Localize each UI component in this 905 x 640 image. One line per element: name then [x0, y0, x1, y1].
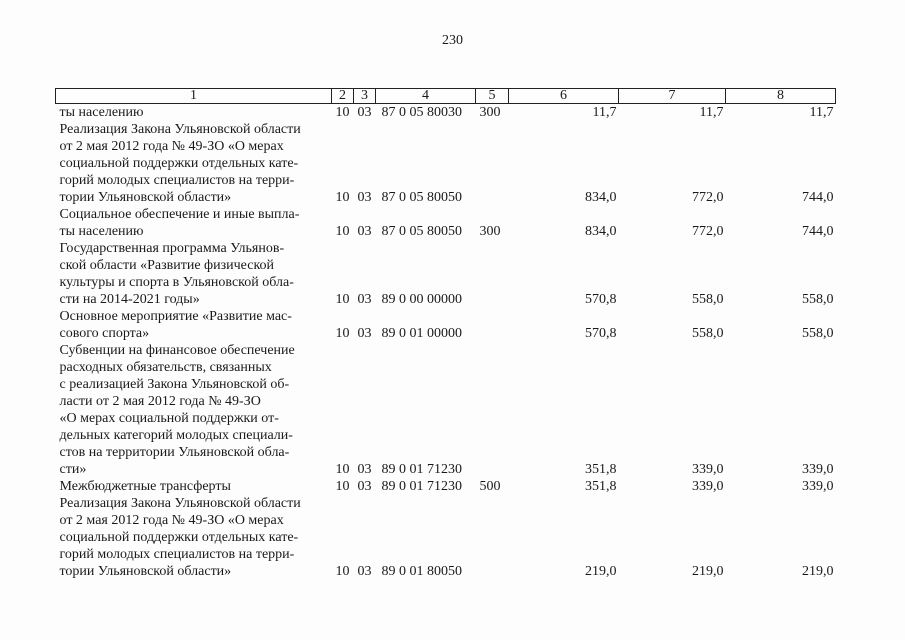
- amount-col-7: 558,0: [692, 292, 724, 307]
- amount-col-6: 351,8: [585, 479, 617, 494]
- row-description: [56, 206, 332, 240]
- amount-col-8: 744,0: [802, 224, 834, 239]
- table-header-row: [56, 89, 836, 104]
- table-row: [56, 478, 836, 495]
- description-line: сового спорта»: [59, 326, 150, 341]
- amount-col-7: 558,0: [692, 326, 724, 341]
- row-description: [56, 240, 332, 308]
- subsection-code: 03: [357, 224, 372, 239]
- row-description: [56, 478, 332, 495]
- subsection-code: 03: [357, 326, 372, 341]
- column-header: 3: [354, 89, 376, 104]
- description-line: социальной поддержки отдельных кате-: [59, 156, 299, 171]
- description-line: тории Ульяновской области»: [59, 564, 232, 579]
- amount-col-8: 744,0: [802, 190, 834, 205]
- table-row: [56, 308, 836, 342]
- description-line: Реализация Закона Ульяновской области: [59, 122, 301, 137]
- section-code: 10: [335, 564, 350, 579]
- amount-col-7: 11,7: [699, 105, 724, 120]
- amount-col-6: 570,8: [585, 292, 617, 307]
- amount-col-6: 219,0: [585, 564, 617, 579]
- expense-type-code: [476, 240, 509, 308]
- description-line: социальной поддержки отдельных кате-: [59, 530, 299, 545]
- section-code: 10: [335, 479, 350, 494]
- amount-col-6: 570,8: [585, 326, 617, 341]
- row-description: [56, 342, 332, 478]
- column-header: 4: [376, 89, 476, 104]
- section-code: 10: [335, 292, 350, 307]
- amount-col-8: 219,0: [802, 564, 834, 579]
- description-line: горий молодых специалистов на терри-: [59, 547, 295, 562]
- table-row: [56, 206, 836, 240]
- expense-type-code: 300: [479, 105, 501, 120]
- description-line: Межбюджетные трансферты: [59, 479, 231, 494]
- amount-col-7: 339,0: [692, 462, 724, 477]
- column-header: 1: [56, 89, 332, 104]
- table-row: [56, 495, 836, 580]
- description-line: ты населению: [59, 105, 144, 120]
- section-code: 10: [335, 462, 350, 477]
- amount-col-8: 339,0: [802, 462, 834, 477]
- column-header: 8: [726, 89, 836, 104]
- expense-type-code: [476, 495, 509, 580]
- description-line: Основное мероприятие «Развитие мас-: [59, 309, 292, 324]
- target-article-code: 89 0 01 00000: [381, 326, 462, 341]
- section-code: 10: [335, 326, 350, 341]
- budget-table: [55, 88, 836, 580]
- expense-type-code: [476, 121, 509, 206]
- subsection-code: 03: [357, 462, 372, 477]
- amount-col-8: 558,0: [802, 326, 834, 341]
- description-line: от 2 мая 2012 года № 49-ЗО «О мерах: [59, 139, 284, 154]
- expense-type-code: 300: [479, 224, 501, 239]
- description-line: ласти от 2 мая 2012 года № 49-ЗО: [59, 394, 261, 409]
- target-article-code: 89 0 00 00000: [381, 292, 462, 307]
- description-line: ской области «Развитие физической: [59, 258, 275, 273]
- description-line: «О мерах социальной поддержки от-: [59, 411, 279, 426]
- subsection-code: 03: [357, 190, 372, 205]
- amount-col-8: 339,0: [802, 479, 834, 494]
- column-header: 2: [332, 89, 354, 104]
- amount-col-7: 339,0: [692, 479, 724, 494]
- description-line: Социальное обеспечение и иные выпла-: [59, 207, 300, 222]
- target-article-code: 87 0 05 80050: [381, 190, 462, 205]
- table-row: [56, 240, 836, 308]
- section-code: 10: [335, 190, 350, 205]
- amount-col-7: 219,0: [692, 564, 724, 579]
- description-line: ты населению: [59, 224, 144, 239]
- description-line: Субвенции на финансовое обеспечение: [59, 343, 295, 358]
- subsection-code: 03: [357, 292, 372, 307]
- section-code: 10: [335, 105, 350, 120]
- description-line: сти на 2014-2021 годы»: [59, 292, 200, 307]
- amount-col-7: 772,0: [692, 224, 724, 239]
- description-line: горий молодых специалистов на терри-: [59, 173, 295, 188]
- target-article-code: 89 0 01 71230: [381, 479, 462, 494]
- description-line: расходных обязательств, связанных: [59, 360, 272, 375]
- section-code: 10: [335, 224, 350, 239]
- table-row: [56, 121, 836, 206]
- target-article-code: 87 0 05 80050: [381, 224, 462, 239]
- column-header: 5: [476, 89, 509, 104]
- target-article-code: 89 0 01 80050: [381, 564, 462, 579]
- subsection-code: 03: [357, 105, 372, 120]
- target-article-code: 89 0 01 71230: [381, 462, 462, 477]
- description-line: стов на территории Ульяновской обла-: [59, 445, 290, 460]
- row-description: [56, 104, 332, 122]
- description-line: сти»: [59, 462, 87, 477]
- column-header: 7: [619, 89, 726, 104]
- target-article-code: 87 0 05 80030: [381, 105, 462, 120]
- table-row: [56, 342, 836, 478]
- amount-col-6: 834,0: [585, 190, 617, 205]
- description-line: культуры и спорта в Ульяновской обла-: [59, 275, 294, 290]
- description-line: Реализация Закона Ульяновской области: [59, 496, 301, 511]
- expense-type-code: [476, 308, 509, 342]
- expense-type-code: [476, 342, 509, 478]
- subsection-code: 03: [357, 564, 372, 579]
- amount-col-6: 351,8: [585, 462, 617, 477]
- row-description: [56, 495, 332, 580]
- amount-col-8: 11,7: [809, 105, 834, 120]
- description-line: тории Ульяновской области»: [59, 190, 232, 205]
- expense-type-code: 500: [479, 479, 501, 494]
- amount-col-6: 11,7: [592, 105, 617, 120]
- table-row: [56, 104, 836, 122]
- amount-col-7: 772,0: [692, 190, 724, 205]
- description-line: Государственная программа Ульянов-: [59, 241, 285, 256]
- amount-col-6: 834,0: [585, 224, 617, 239]
- description-line: с реализацией Закона Ульяновской об-: [59, 377, 290, 392]
- row-description: [56, 308, 332, 342]
- description-line: от 2 мая 2012 года № 49-ЗО «О мерах: [59, 513, 284, 528]
- description-line: дельных категорий молодых специали-: [59, 428, 293, 443]
- row-description: [56, 121, 332, 206]
- column-header: 6: [509, 89, 619, 104]
- page-number: 230: [442, 33, 463, 48]
- subsection-code: 03: [357, 479, 372, 494]
- amount-col-8: 558,0: [802, 292, 834, 307]
